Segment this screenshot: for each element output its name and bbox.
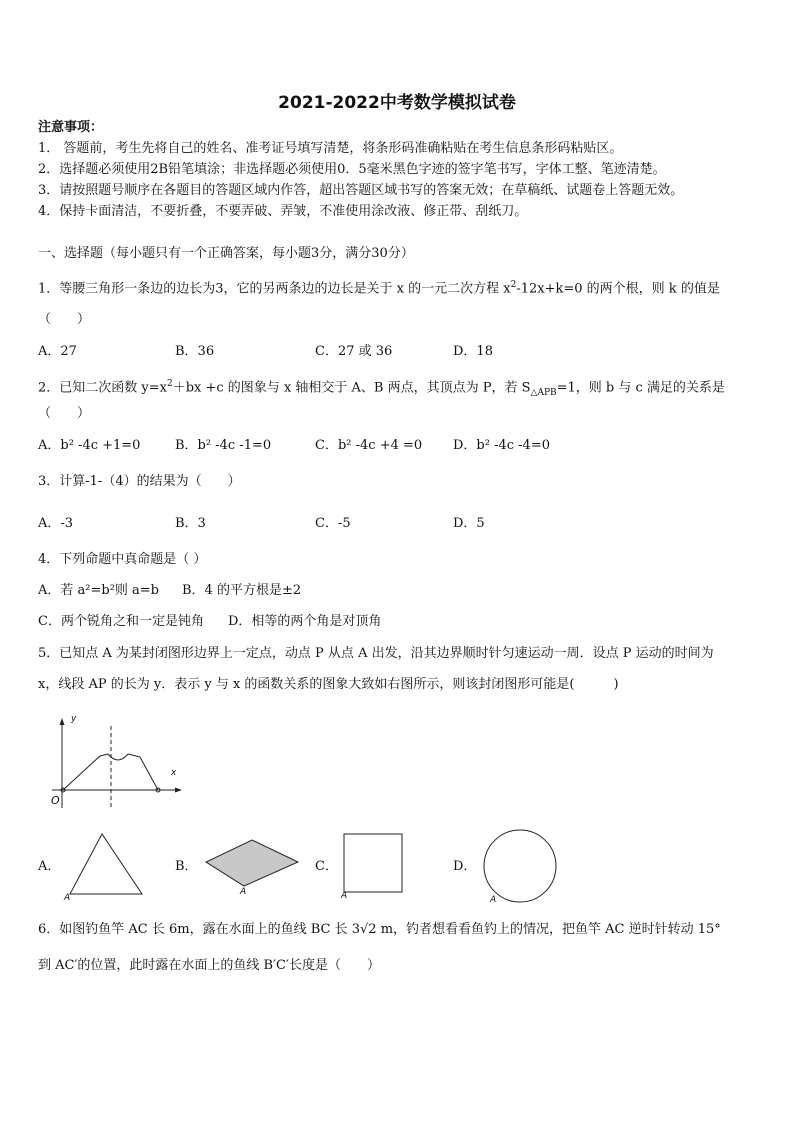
graph-y-label: y — [71, 714, 77, 724]
q4-option-c[interactable]: C．两个锐角之和一定是钝角 — [38, 614, 204, 629]
q2-option-d[interactable]: D．b² -4c -4=0 — [453, 438, 550, 453]
q2-option-c[interactable]: C．b² -4c +4 =0 — [315, 438, 423, 453]
q1-option-c[interactable]: C．27 或 36 — [315, 344, 393, 359]
q4-option-d[interactable]: D．相等的两个角是对顶角 — [228, 614, 382, 629]
rhombus-point-a: A — [240, 887, 247, 897]
question-2-paren: （ ） — [38, 406, 91, 421]
triangle-shape — [62, 830, 152, 900]
question-1-paren: （ ） — [38, 312, 91, 327]
q1-stem-part-a: 1．等腰三角形一条边的边长为3，它的另两条边的边长是关于 x 的一元二次方程 x — [38, 281, 511, 297]
graph-x-label: x — [171, 768, 177, 778]
notice-item-3: 3．请按照题号顺序在各题目的答题区域内作答，超出答题区域书写的答案无效；在草稿纸、试题卷上答题无效。 — [38, 183, 684, 198]
graph-y-arrow — [60, 718, 65, 725]
q1-exponent: 2 — [510, 280, 517, 290]
page-title: 2021-2022中考数学模拟试卷 — [278, 93, 516, 113]
q5-option-a[interactable]: A． — [38, 859, 61, 874]
section-heading: 一、选择题（每小题只有一个正确答案，每小题3分，满分30分） — [38, 246, 414, 261]
q2-stem-part-c: =1，则 b 与 c 满足的关系是 — [556, 380, 725, 396]
question-1-stem — [38, 276, 720, 298]
q2-stem-part-b: ＋bx +c 的图象与 x 轴相交于 A、B 两点，其顶点为 P，若 S — [172, 380, 531, 396]
question-4-stem: 4．下列命题中真命题是（ ） — [38, 552, 207, 567]
q1-stem-part-b: -12x+k=0 的两个根，则 k 的值是 — [516, 281, 720, 297]
circle-point-a: A — [490, 895, 497, 905]
question-6-line-2: 到 AC′的位置，此时露在水面上的鱼线 B′C′长度是（ ） — [38, 958, 380, 973]
q3-option-a[interactable]: A．-3 — [38, 516, 74, 531]
q5-option-c[interactable]: C． — [315, 859, 338, 874]
notice-header: 注意事项： — [38, 120, 104, 135]
q2-exponent: 2 — [166, 379, 173, 389]
q2-option-a[interactable]: A．b² -4c +1=0 — [38, 438, 141, 453]
q2-option-b[interactable]: B．b² -4c -1=0 — [175, 438, 272, 453]
q5-option-b[interactable]: B． — [175, 859, 198, 874]
q2-stem-part-a: 2．已知二次函数 y=x — [38, 380, 167, 396]
graph-curve-fall — [128, 754, 158, 790]
q3-option-d[interactable]: D．5 — [453, 516, 485, 531]
q1-option-d[interactable]: D．18 — [453, 344, 493, 359]
notice-item-1: 1． 答题前，考生先将自己的姓名、准考证号填写清楚，将条形码准确粘贴在考生信息条形码粘贴区。 — [38, 141, 623, 156]
q5-option-d[interactable]: D． — [453, 859, 477, 874]
question-6-line-1: 6．如图钓鱼竿 AC 长 6m，露在水面上的鱼线 BC 长 3√2 m，钓者想看看鱼钓上的情况，把鱼竿 AC 逆时针转动 15° — [38, 922, 721, 937]
rhombus-shape — [200, 836, 304, 888]
question-5-line-1: 5．已知点 A 为某封闭图形边界上一定点，动点 P 从点 A 出发，沿其边界顺时针匀速运动一周．设点 P 运动的时间为 — [38, 646, 714, 661]
triangle-point-a: A — [64, 893, 71, 903]
question-2-stem — [38, 375, 725, 402]
notice-item-2: 2．选择题必须使用2B铅笔填涂；非选择题必须使用0．5毫米黑色字迹的签字笔书写，字体工整、笔迹清楚。 — [38, 162, 666, 177]
q1-option-a[interactable]: A．27 — [38, 344, 77, 359]
q3-option-c[interactable]: C．-5 — [315, 516, 351, 531]
notice-item-4: 4．保持卡面清洁，不要折叠，不要弄破、弄皱，不准使用涂改液、修正带、刮纸刀。 — [38, 204, 528, 219]
question-5-line-2: x，线段 AP 的长为 y．表示 y 与 x 的函数关系的图象大致如右图所示，则该封闭图形可能是( ) — [38, 677, 619, 692]
q3-option-b[interactable]: B．3 — [175, 516, 206, 531]
graph-curve-rise — [63, 754, 108, 790]
question-3-stem: 3．计算-1-（4）的结果为（ ） — [38, 474, 241, 489]
square-point-a: A — [341, 891, 348, 901]
graph-x-arrow — [175, 788, 182, 793]
q4-option-a[interactable]: A．若 a²=b²则 a=b — [38, 583, 160, 598]
function-graph — [44, 714, 184, 810]
q2-subscript: △APB — [530, 387, 557, 398]
square-shape — [340, 830, 406, 896]
graph-origin-label: O — [51, 794, 60, 807]
q1-option-b[interactable]: B．36 — [175, 344, 215, 359]
q4-option-b[interactable]: B．4 的平方根是±2 — [182, 583, 302, 598]
